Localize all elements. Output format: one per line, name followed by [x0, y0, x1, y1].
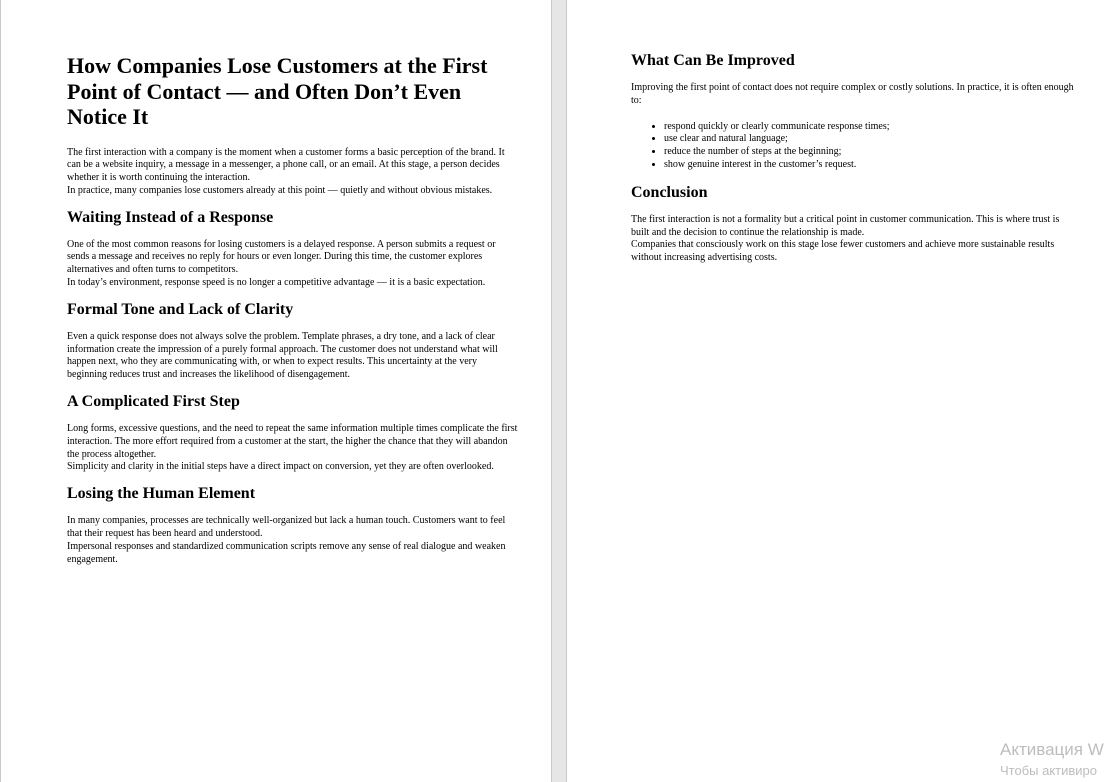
section-improve [631, 52, 1079, 172]
page-2-content [631, 52, 1079, 276]
section-heading: Formal Tone and Lack of Clarity [67, 300, 294, 318]
section-heading: A Complicated First Step [67, 393, 240, 411]
section-heading: Waiting Instead of a Response [67, 208, 274, 226]
document-page-1 [0, 0, 552, 782]
section-complicated-step [67, 393, 519, 474]
section-paragraph: In today’s environment, response speed is no longer a competitive advantage — it is a basic expectation. [67, 277, 486, 289]
section-paragraph: One of the most common reasons for losing customers is a delayed response. A person submits a request or sends a message and receives no reply for hours or even longer. During this time, the customer explores alternatives and often turns to competitors. [67, 238, 496, 276]
section-conclusion [631, 184, 1079, 265]
document-title: How Companies Lose Customers at the First Point of Contact — and Often Don’t Even Notice It [67, 53, 488, 129]
section-human-element [67, 485, 519, 566]
list-item: • respond quickly or clearly communicate response times; [664, 121, 1079, 134]
section-paragraph: Companies that consciously work on this stage lose fewer customers and achieve more sustainable results without increasing advertising costs. [631, 239, 1055, 264]
section-paragraph: Long forms, excessive questions, and the need to repeat the same information multiple times complicate the first interaction. The more effort required from a customer at the start, the higher the chance that they will abandon the process altogether. [67, 423, 518, 460]
section-heading: Losing the Human Element [67, 485, 256, 503]
section-heading: What Can Be Improved [631, 52, 795, 69]
windows-activation-watermark [995, 736, 1115, 782]
section-formal-tone [67, 301, 519, 382]
page-1-content [67, 53, 519, 577]
watermark-line-2: Чтобы активиро [1000, 763, 1098, 778]
list-item: • reduce the number of steps at the beginning; [664, 146, 1079, 159]
document-page-2 [566, 0, 1115, 782]
section-waiting [67, 209, 519, 290]
section-paragraph: Improving the first point of contact does not require complex or costly solutions. In practice, it is often enough to: [631, 82, 1074, 106]
section-paragraph: The first interaction is not a formality but a critical point in customer communication. This is where trust is built and the decision to continue the relationship is made. [631, 213, 1060, 238]
section-paragraph: Simplicity and clarity in the initial steps have a direct impact on conversion, yet they are often overlooked. [67, 461, 494, 473]
section-paragraph: Impersonal responses and standardized communication scripts remove any sense of real dialogue and weaken engagement. [67, 540, 506, 565]
section-paragraph: In many companies, processes are technically well-organized but lack a human touch. Customers want to feel that their request has been heard and understood. [67, 515, 506, 540]
intro-paragraph: In practice, many companies lose customers already at this point — quietly and without obvious mistakes. [67, 184, 493, 196]
section-paragraph: Even a quick response does not always solve the problem. Template phrases, a dry tone, and a lack of clear information create the impression of a purely formal approach. The customer does not understand what will happen next, who they are communicating with, or when to expect results. This uncertainty at the very beginning reduces trust and increases the likelihood of disengagement. [67, 330, 498, 381]
watermark-line-1: Активация W [1000, 740, 1104, 759]
list-item: • show genuine interest in the customer’s request. [664, 159, 1079, 172]
section-heading: Conclusion [631, 183, 708, 201]
intro-section [67, 147, 519, 198]
improvement-list [631, 121, 1079, 172]
list-item: • use clear and natural language; [664, 133, 1079, 146]
intro-paragraph: The first interaction with a company is the moment when a customer forms a basic perception of the brand. It can be a website inquiry, a message in a messenger, a phone call, or an email. At this stage, a person decides whether it is worth continuing the interaction. [67, 146, 505, 184]
